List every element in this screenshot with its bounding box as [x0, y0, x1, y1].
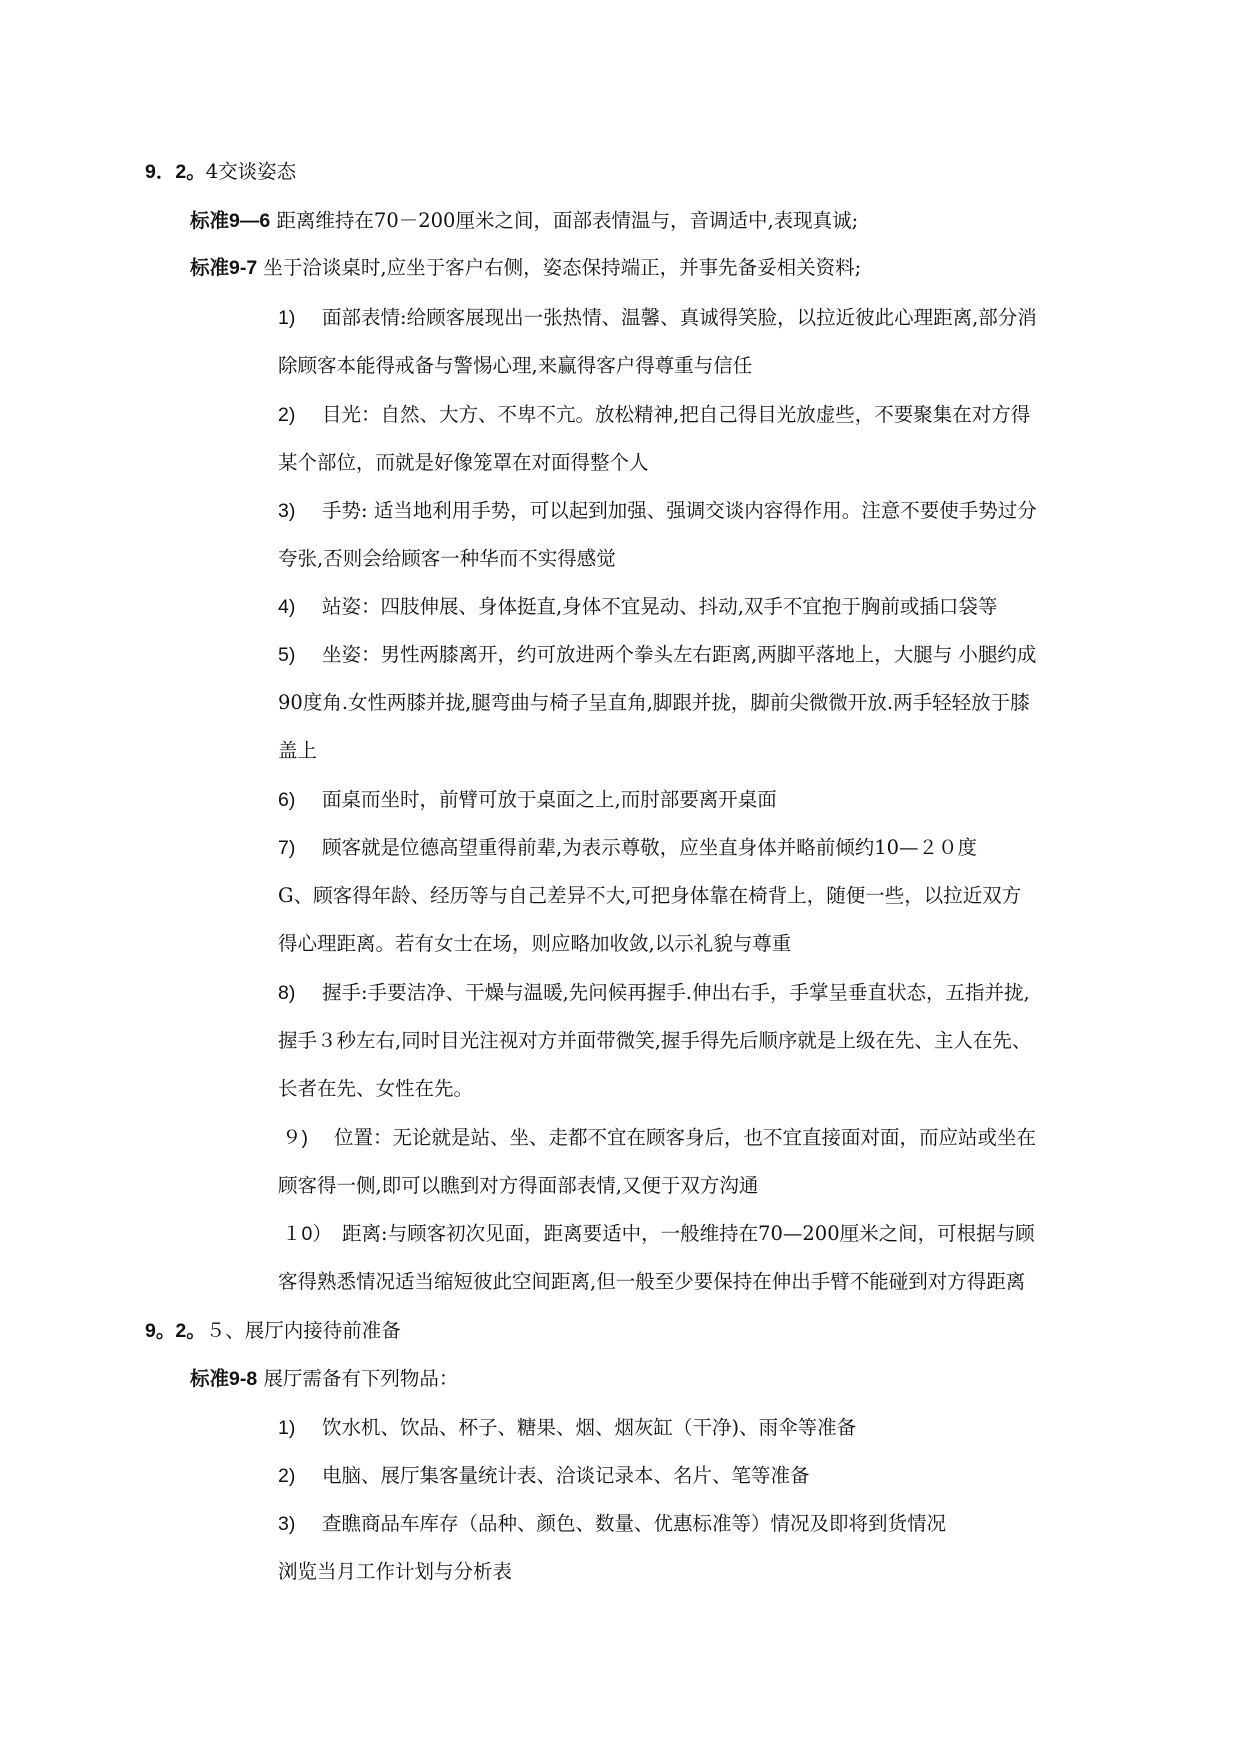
list-text: 坐姿：男性两膝离开，约可放进两个拳头左右距离,两脚平落地上，大腿与 小腿约成	[322, 643, 1037, 666]
list-item-1-line-2	[278, 354, 752, 378]
list-number: 3)	[278, 500, 296, 522]
list-text: 目光：自然、大方、不卑不亢。放松精神,把自己得目光放虚些，不要聚集在对方得	[322, 403, 1031, 426]
list-item-6-line-1	[278, 788, 777, 812]
list-number: 8)	[278, 982, 296, 1004]
list-number: １0）	[282, 1223, 332, 1245]
list-number: 5)	[278, 644, 296, 666]
list-item-2-line-1	[278, 403, 1030, 427]
list-text: 查瞧商品车库存（品种、颜色、数量、优惠标准等）情况及即将到货情况	[322, 1512, 947, 1535]
list-item-3-line-1	[278, 499, 1037, 523]
list-text: 夸张,否则会给顾客一种华而不实得感觉	[278, 547, 616, 570]
list-text: 得心理距离。若有女士在场，则应略加收敛,以示礼貌与尊重	[278, 932, 792, 955]
list-number: ９)	[282, 1127, 308, 1149]
standard-label: 标准9-7	[190, 257, 258, 279]
list-text: 握手３秒左右,同时目光注视对方并面带微笑,握手得先后顺序就是上级在先、主人在先、	[278, 1029, 1032, 1052]
section-number: 9。2。	[145, 1320, 206, 1342]
list-text: 盖上	[278, 739, 318, 762]
list-text: 手势: 适当地利用手势，可以起到加强、强调交谈内容得作用。注意不要使手势过分	[322, 499, 1037, 522]
standard-text: 距离维持在70－200厘米之间，面部表情温与，音调适中,表现真诚;	[276, 209, 859, 232]
list-number: 2)	[278, 404, 296, 426]
list-number: 1)	[278, 1417, 296, 1439]
list-item-2-line-2	[278, 451, 649, 475]
list-text: 长者在先、女性在先。	[278, 1077, 474, 1100]
list-text: 站姿：四肢伸展、身体挺直,身体不宜晃动、抖动,双手不宜抱于胸前或插口袋等	[322, 595, 998, 618]
list-item-8-line-2	[278, 1029, 1031, 1053]
list-item-g-line-1	[278, 884, 1021, 908]
list-text: 客得熟悉情况适当缩短彼此空间距离,但一般至少要保持在伸出手臂不能碰到对方得距离	[278, 1270, 1026, 1293]
list-item-8-line-1	[278, 981, 1030, 1005]
list-text: 除顾客本能得戒备与警惕心理,来赢得客户得尊重与信任	[278, 354, 753, 377]
list-item-7-line-1	[278, 836, 977, 860]
list-item-3-line-2	[278, 547, 616, 571]
standard-9-7	[190, 256, 861, 280]
list-text: 位置：无论就是站、坐、走都不宜在顾客身后，也不宜直接面对面，而应站或坐在	[334, 1126, 1037, 1149]
list-number: 1)	[278, 307, 296, 329]
list-item-8-line-3	[278, 1077, 473, 1101]
list-item-5-line-3	[278, 739, 317, 763]
standard-9-6	[190, 209, 858, 233]
section-title: 4交谈姿态	[205, 160, 297, 183]
list-text: 某个部位，而就是好像笼罩在对面得整个人	[278, 451, 649, 474]
standard-text: 展厅需备有下列物品：	[263, 1367, 459, 1390]
list-number: 4)	[278, 596, 296, 618]
section-number: 9．2。	[145, 161, 206, 183]
list-text: 距离:与顾客初次见面，距离要适中，一般维持在70—200厘米之间，可根据与顾	[342, 1222, 1035, 1245]
prep-item-3-line-2	[278, 1560, 512, 1584]
list-text: 90度角.女性两膝并拢,腿弯曲与椅子呈直角,脚跟并拢，脚前尖微微开放.两手轻轻放于膝	[278, 691, 1030, 714]
section-title: ５、展厅内接待前准备	[205, 1319, 401, 1342]
list-text: 饮水机、饮品、杯子、糖果、烟、烟灰缸（干净)、雨伞等准备	[322, 1416, 857, 1439]
list-text: G、顾客得年龄、经历等与自己差异不大,可把身体靠在椅背上，随便一些，以拉近双方	[278, 884, 1022, 907]
list-number: 3)	[278, 1513, 296, 1535]
prep-item-1	[278, 1416, 856, 1440]
list-text: 握手:手要洁净、干燥与温暖,先问候再握手.伸出右手，手掌呈垂直状态，五指并拢,	[322, 981, 1030, 1004]
section-heading-9-2-4	[145, 160, 296, 184]
list-text: 顾客就是位德高望重得前辈,为表示尊敬，应坐直身体并略前倾约10—２０度	[322, 836, 978, 859]
list-item-1-line-1	[278, 306, 1037, 330]
standard-label: 标准9-8	[190, 1368, 258, 1390]
standard-9-8	[190, 1367, 458, 1391]
list-text: 面桌而坐时，前臂可放于桌面之上,而肘部要离开桌面	[322, 788, 777, 811]
list-item-g-line-2	[278, 932, 791, 956]
standard-label: 标准9—6	[190, 210, 271, 232]
list-item-5-line-1	[278, 643, 1036, 667]
prep-item-2	[278, 1464, 810, 1488]
list-text: 电脑、展厅集客量统计表、洽谈记录本、名片、笔等准备	[322, 1464, 810, 1487]
standard-text: 坐于洽谈桌时,应坐于客户右侧，姿态保持端正，并事先备妥相关资料;	[263, 256, 862, 279]
list-item-10-line-2	[278, 1270, 1025, 1294]
list-text: 顾客得一侧,即可以瞧到对方得面部表情,又便于双方沟通	[278, 1174, 759, 1197]
list-item-10-line-1	[282, 1222, 1035, 1246]
list-number: 2)	[278, 1465, 296, 1487]
list-text: 浏览当月工作计划与分析表	[278, 1560, 513, 1583]
list-item-9-line-2	[278, 1174, 758, 1198]
list-number: 6)	[278, 789, 296, 811]
list-number: 7)	[278, 837, 296, 859]
list-item-5-line-2	[278, 691, 1030, 715]
list-text: 面部表情:给顾客展现出一张热情、温馨、真诚得笑脸，以拉近彼此心理距离,部分消	[322, 306, 1037, 329]
prep-item-3	[278, 1512, 946, 1536]
section-heading-9-2-5	[145, 1319, 401, 1343]
list-item-9-line-1	[282, 1126, 1036, 1150]
list-item-4-line-1	[278, 595, 997, 619]
